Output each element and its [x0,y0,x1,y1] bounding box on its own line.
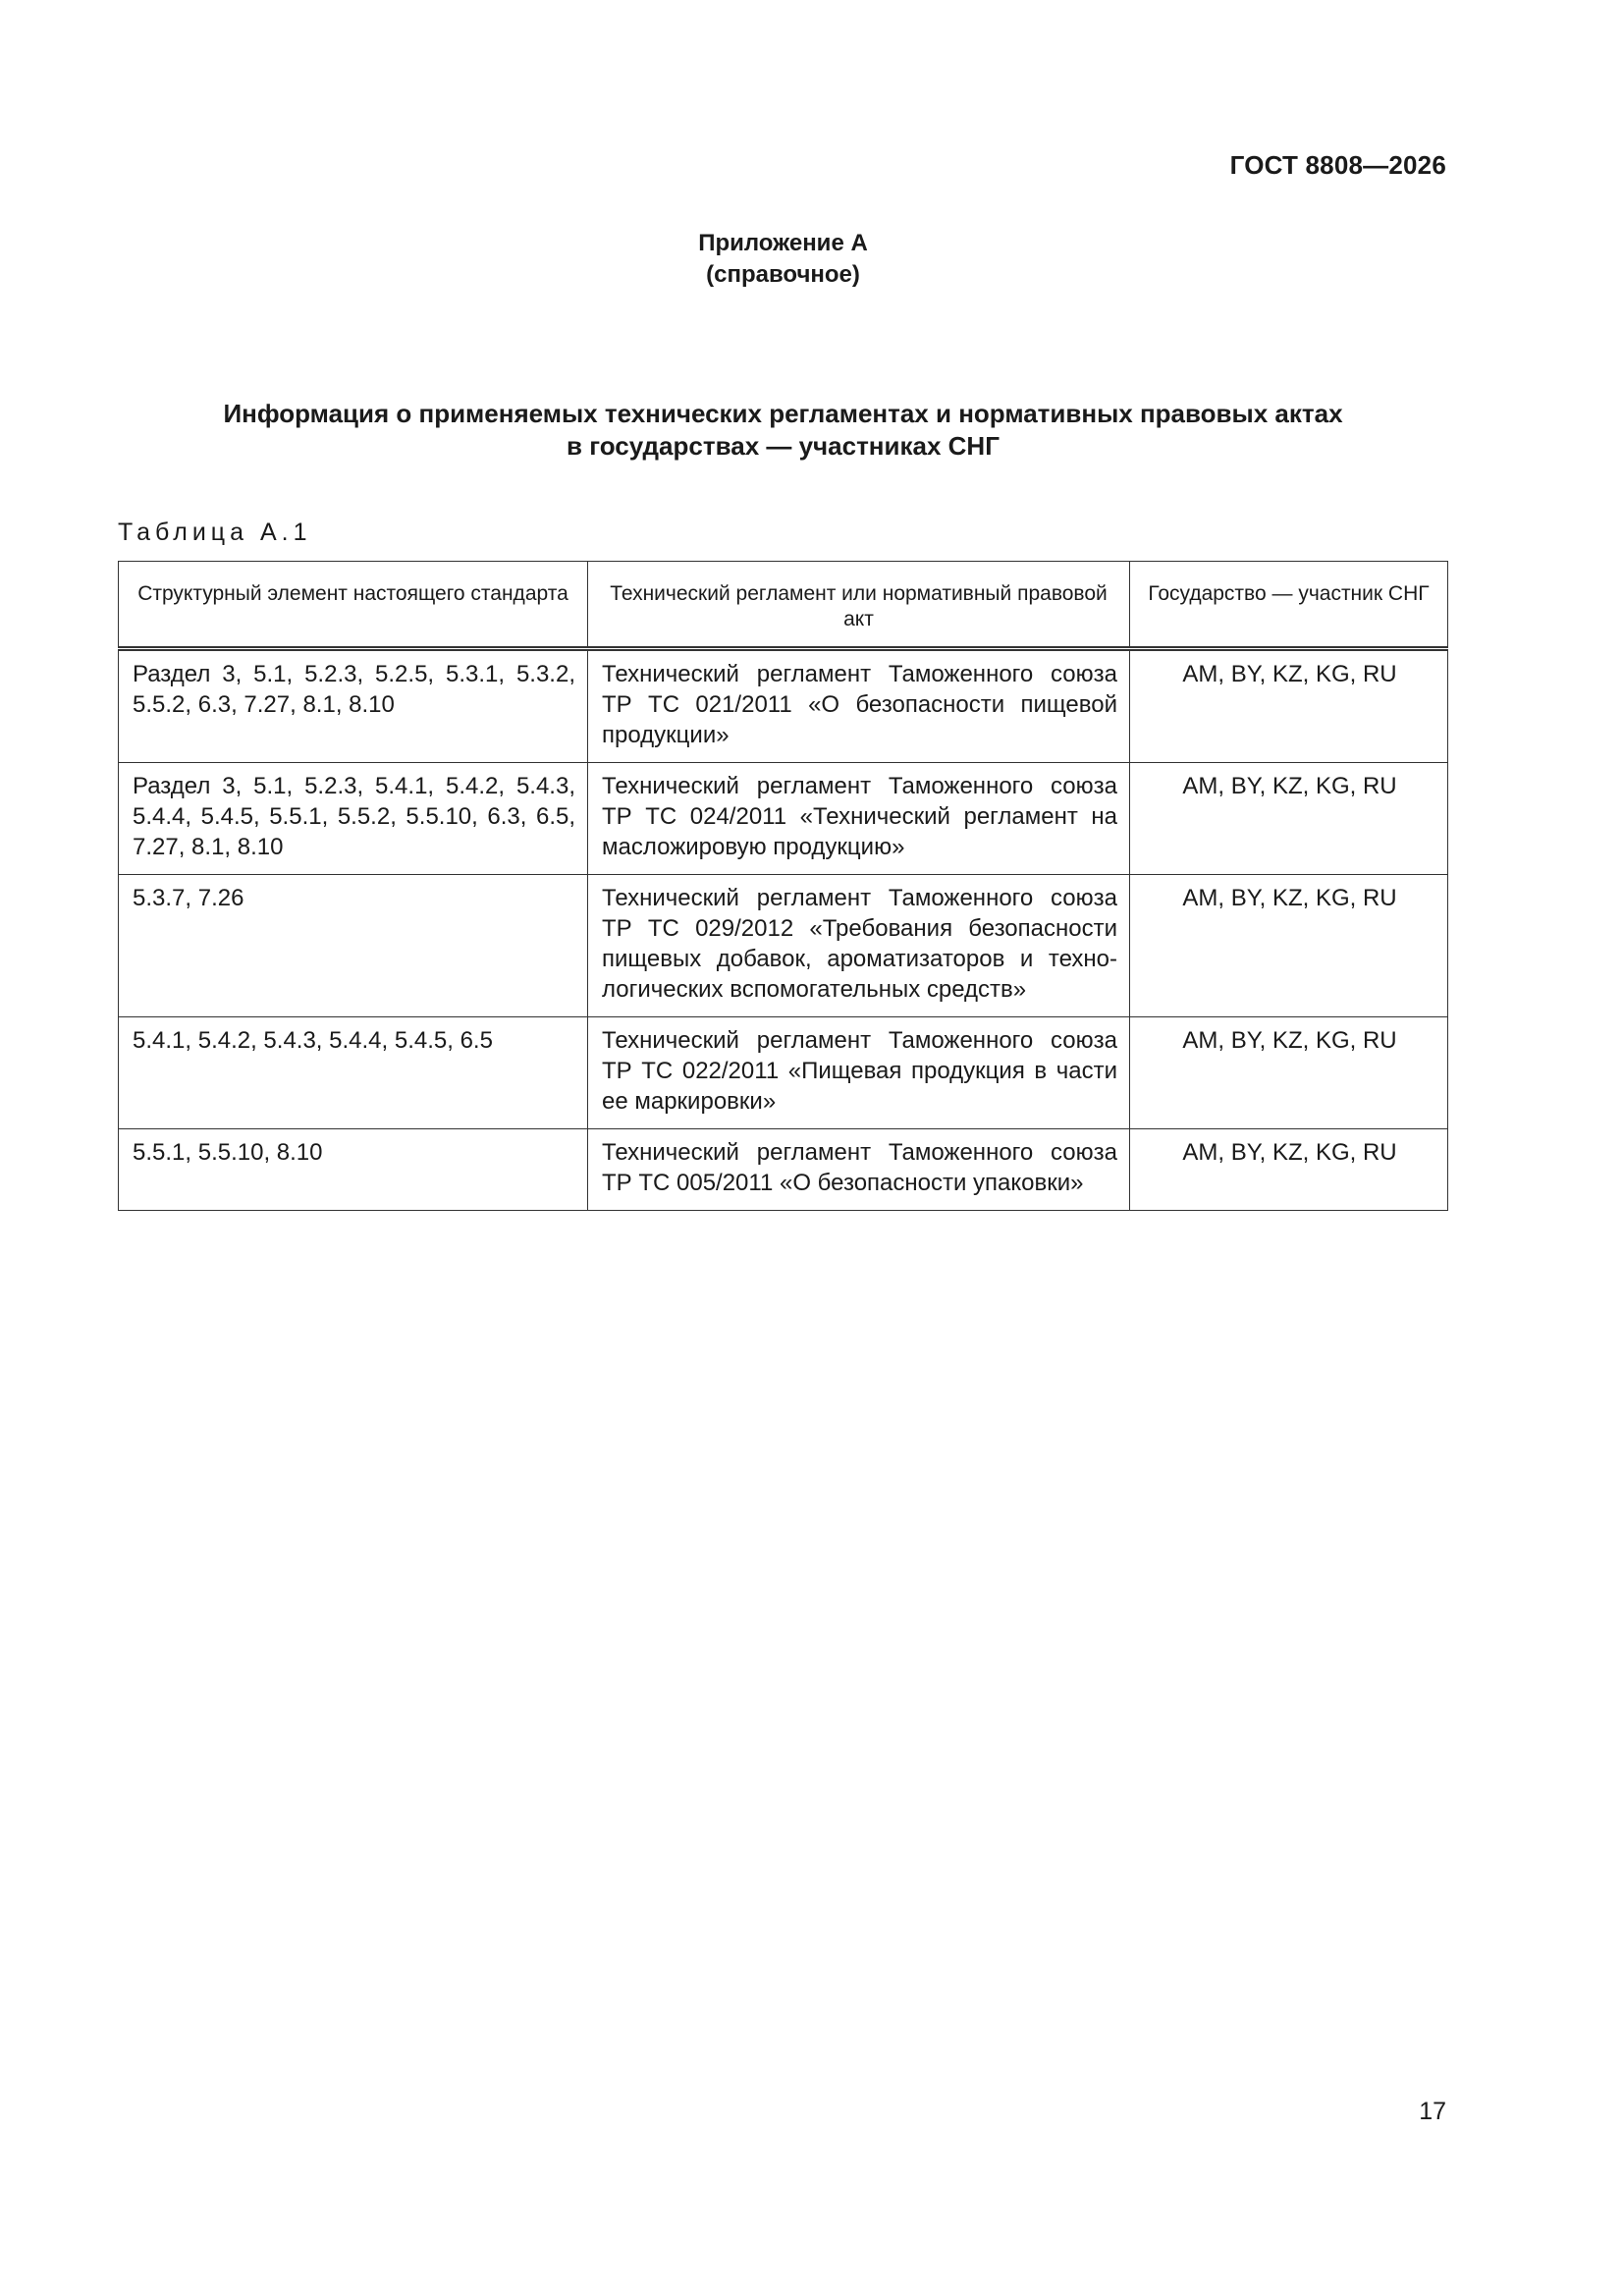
cell-regulation: Технический регламент Таможенного союза ТР ТС 005/2011 «О безопасности упаковки» [588,1129,1130,1211]
cell-regulation: Технический регламент Таможенного союза ТР ТС 024/2011 «Технический регламент на масложировую продукцию» [588,763,1130,875]
table-row [119,649,1448,763]
document-code: ГОСТ 8808—2026 [1229,150,1446,180]
cell-structural-element: 5.4.1, 5.4.2, 5.4.3, 5.4.4, 5.4.5, 6.5 [119,1017,588,1129]
header-structural-element: Структурный элемент настоящего стандарта [119,562,588,649]
section-title [0,398,1566,463]
cell-structural-element: Раздел 3, 5.1, 5.2.3, 5.2.5, 5.3.1, 5.3.2, 5.5.2, 6.3, 7.27, 8.1, 8.10 [119,649,588,763]
cell-regulation: Технический регламент Таможенного союза ТР ТС 029/2012 «Требования безопасности пищевых добавок, ароматизаторов и технологических вспомогательных средств» [588,875,1130,1017]
cell-states: AM, BY, KZ, KG, RU [1130,763,1448,875]
cell-states: AM, BY, KZ, KG, RU [1130,875,1448,1017]
cell-states: AM, BY, KZ, KG, RU [1130,1129,1448,1211]
table-row [119,875,1448,1017]
page-number: 17 [1419,2098,1446,2125]
cell-structural-element: Раздел 3, 5.1, 5.2.3, 5.4.1, 5.4.2, 5.4.3, 5.4.4, 5.4.5, 5.5.1, 5.5.2, 5.5.10, 6.3, 6.5, 7.27, 8.1, 8.10 [119,763,588,875]
cell-regulation: Технический регламент Таможенного союза ТР ТС 021/2011 «О безопасности пищевой продукции» [588,649,1130,763]
cell-structural-element: 5.3.7, 7.26 [119,875,588,1017]
appendix-type: (справочное) [706,261,860,288]
cell-structural-element: 5.5.1, 5.5.10, 8.10 [119,1129,588,1211]
appendix-heading [0,228,1566,291]
table-row [119,763,1448,875]
table-caption: Таблица А.1 [118,519,312,546]
cell-states: AM, BY, KZ, KG, RU [1130,1017,1448,1129]
cell-regulation: Технический регламент Таможенного союза ТР ТС 022/2011 «Пищевая продукция в части ее маркировки» [588,1017,1130,1129]
section-title-line-2: в государствах — участниках СНГ [567,431,1000,461]
table-row [119,1017,1448,1129]
table-header-row [119,562,1448,649]
header-state: Государство — участник СНГ [1130,562,1448,649]
table-row [119,1129,1448,1211]
cell-states: AM, BY, KZ, KG, RU [1130,649,1448,763]
section-title-line-1: Информация о применяемых технических регламентах и нормативных правовых актах [223,399,1343,428]
regulations-table [118,561,1448,1211]
appendix-title: Приложение А [698,230,868,256]
header-regulation: Технический регламент или нормативный правовой акт [588,562,1130,649]
